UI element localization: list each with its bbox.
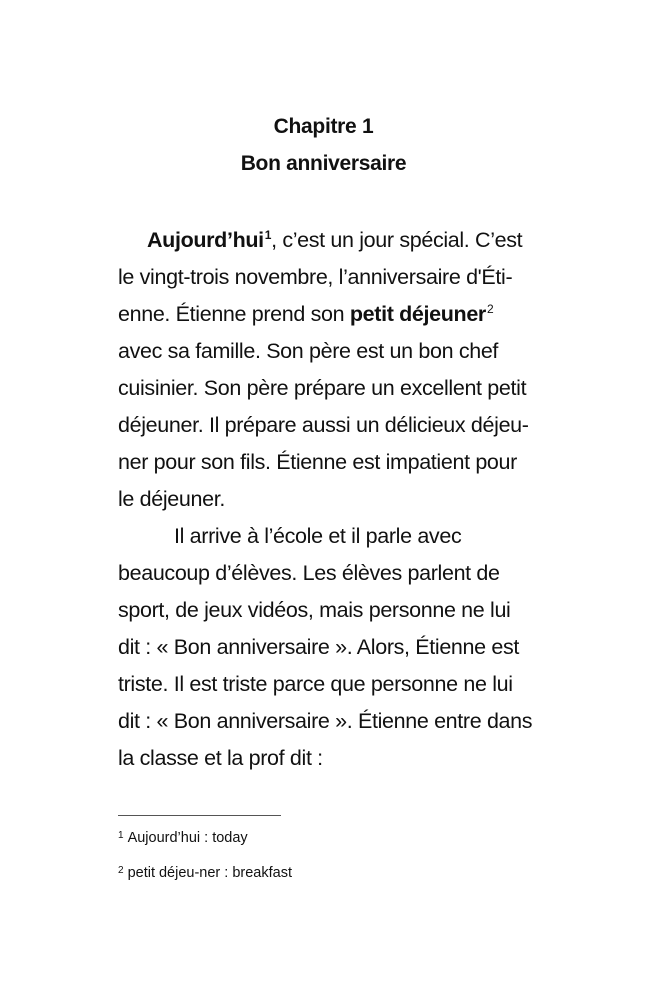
text-line-6: déjeuner. Il prépare aussi un délicieux déjeu- [118, 413, 529, 437]
text-line-2: le vingt-trois novembre, l’anniversaire d'Éti- [118, 265, 513, 289]
footnote-divider [118, 815, 281, 816]
text-line-13: triste. Il est triste parce que personne ne lui [118, 672, 513, 696]
footnote-2-number: 2 [118, 865, 124, 876]
text-line-5: cuisinier. Son père prépare un excellent petit [118, 376, 527, 400]
footnote-2 [118, 865, 292, 881]
footnote-1-number: 1 [118, 830, 124, 841]
text-line-8: le déjeuner. [118, 487, 225, 511]
line-3-pre: enne. Étienne prend son [118, 302, 350, 326]
text-line-11: sport, de jeux vidéos, mais personne ne lui [118, 598, 511, 622]
text-line-10: beaucoup d’élèves. Les élèves parlent de [118, 561, 500, 585]
text-line-4: avec sa famille. Son père est un bon chef [118, 339, 499, 363]
vocab-word-aujourdhui: Aujourd’hui [147, 228, 264, 252]
line-1-rest: , c’est un jour spécial. C’est [271, 228, 523, 252]
footnote-1-text: Aujourd’hui : today [127, 830, 248, 846]
chapter-number: Chapitre 1 [273, 115, 374, 138]
vocab-word-petit-dejeuner: petit déjeuner [349, 302, 486, 326]
text-line-1 [147, 228, 522, 253]
footnote-ref-2: 2 [486, 302, 494, 316]
footnote-2-text: petit déjeu-ner : breakfast [127, 865, 292, 881]
text-line-12: dit : « Bon anniversaire ». Alors, Étienne est [118, 635, 519, 659]
footnote-ref-1: 1 [264, 228, 272, 242]
text-line-3 [118, 302, 493, 327]
footnote-1 [118, 830, 248, 846]
chapter-title: Bon anniversaire [240, 152, 407, 175]
text-line-14: dit : « Bon anniversaire ». Étienne entre dans [118, 709, 533, 733]
text-line-9: Il arrive à l’école et il parle avec [174, 524, 462, 548]
text-line-7: ner pour son fils. Étienne est impatient pour [118, 450, 517, 474]
text-line-15: la classe et la prof dit : [118, 746, 323, 770]
